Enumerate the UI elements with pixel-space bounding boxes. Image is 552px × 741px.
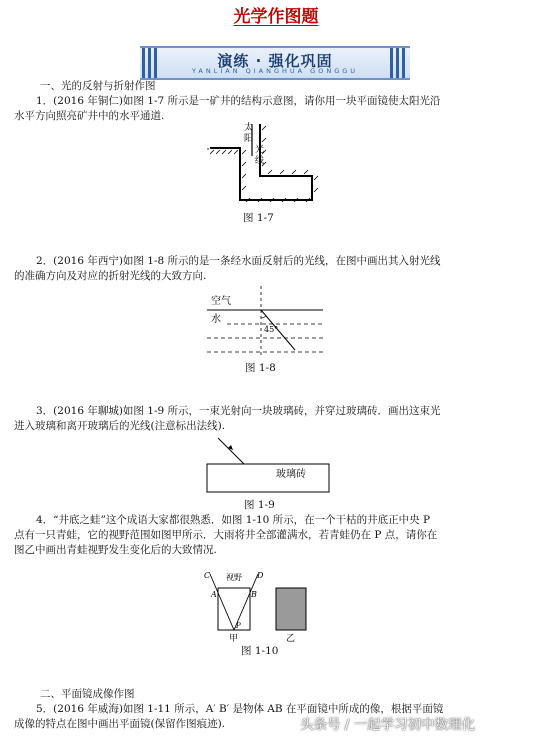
q1-label-char-2: 阳 bbox=[244, 134, 254, 144]
q4-line3: 图乙中画出青蛙视野发生变化后的大致情况. bbox=[14, 544, 217, 556]
figure-1-7-mine-shaft bbox=[200, 118, 330, 210]
q3-glass-label: 玻璃砖 bbox=[276, 469, 306, 480]
banner-title: 演练 · 强化巩固 bbox=[217, 52, 333, 70]
q1-label-char-4: 线 bbox=[255, 156, 265, 166]
label-A: A bbox=[211, 590, 217, 599]
watermark: 头条号 / 一起学习初中数理化 bbox=[300, 717, 476, 733]
q5-line2: 成像的特点在图中画出平面镜(保留作图痕迹). bbox=[14, 718, 226, 730]
q1-line2: 水平方向照亮矿井中的水平通道. bbox=[14, 110, 165, 122]
q2-air-label: 空气 bbox=[211, 296, 231, 307]
q4-line1: 4．“井底之蛙”这个成语大家都很熟悉．如图 1-10 所示，在一个干枯的井底正中央 P bbox=[36, 514, 431, 526]
section-heading-mirror: 二、平面镜成像作图 bbox=[40, 688, 135, 700]
caption-1-8: 图 1-8 bbox=[245, 362, 276, 374]
figure-yi bbox=[276, 588, 306, 644]
q2-line2: 的准确方向及对应的折射光线的大致方向. bbox=[14, 270, 207, 282]
q2-line1: 2．(2016 年西宁)如图 1-8 所示的是一条经水面反射后的光线，在图中画出其入射光线 bbox=[36, 255, 441, 267]
q2-angle-label: 45° bbox=[264, 325, 279, 334]
figure-jia bbox=[204, 571, 264, 644]
q2-water-label: 水 bbox=[211, 314, 221, 325]
page-title: 光学作图题 bbox=[233, 7, 319, 27]
caption-1-9: 图 1-9 bbox=[244, 499, 275, 511]
figure-1-9-glass-brick bbox=[200, 436, 340, 494]
label-jia: 甲 bbox=[229, 634, 239, 644]
q4-line2: 点有一只青蛙，它的视野范围如图甲所示．大雨将井全部灌满水，若青蛙仍在 P 点，请你在 bbox=[14, 529, 438, 541]
section-heading-reflection: 一、光的反射与折射作图 bbox=[40, 80, 156, 92]
label-C: C bbox=[204, 571, 211, 580]
view-label: 视野 bbox=[226, 573, 242, 582]
q1-label-char-3: 光 bbox=[255, 145, 265, 155]
q3-line1: 3．(2016 年聊城)如图 1-9 所示，一束光射向一块玻璃砖，并穿过玻璃砖．画出这束光 bbox=[36, 405, 441, 417]
label-D: D bbox=[257, 571, 264, 580]
caption-1-7: 图 1-7 bbox=[243, 212, 274, 224]
label-B: B bbox=[251, 590, 257, 599]
q1-line1: 1．(2016 年铜仁)如图 1-7 所示是一矿井的结构示意图，请你用一块平面镜使太阳光沿 bbox=[36, 95, 441, 107]
q1-label-char-1: 太 bbox=[244, 123, 254, 133]
figure-1-10-frog-well bbox=[196, 566, 336, 646]
q3-line2: 进入玻璃和离开玻璃后的光线(注意标出法线). bbox=[14, 420, 226, 432]
figure-1-8-water-surface bbox=[205, 284, 325, 360]
label-P: P bbox=[236, 622, 241, 630]
q5-line1: 5．(2016 年威海)如图 1-11 所示，A′ B′ 是物体 AB 在平面镜中所成的像，根据平面镜 bbox=[36, 703, 444, 715]
label-yi: 乙 bbox=[286, 634, 296, 644]
caption-1-10: 图 1-10 bbox=[241, 645, 279, 657]
banner-subtitle: YANLIAN QIANGHUA GONGGU bbox=[191, 67, 359, 75]
section-banner bbox=[140, 46, 410, 80]
